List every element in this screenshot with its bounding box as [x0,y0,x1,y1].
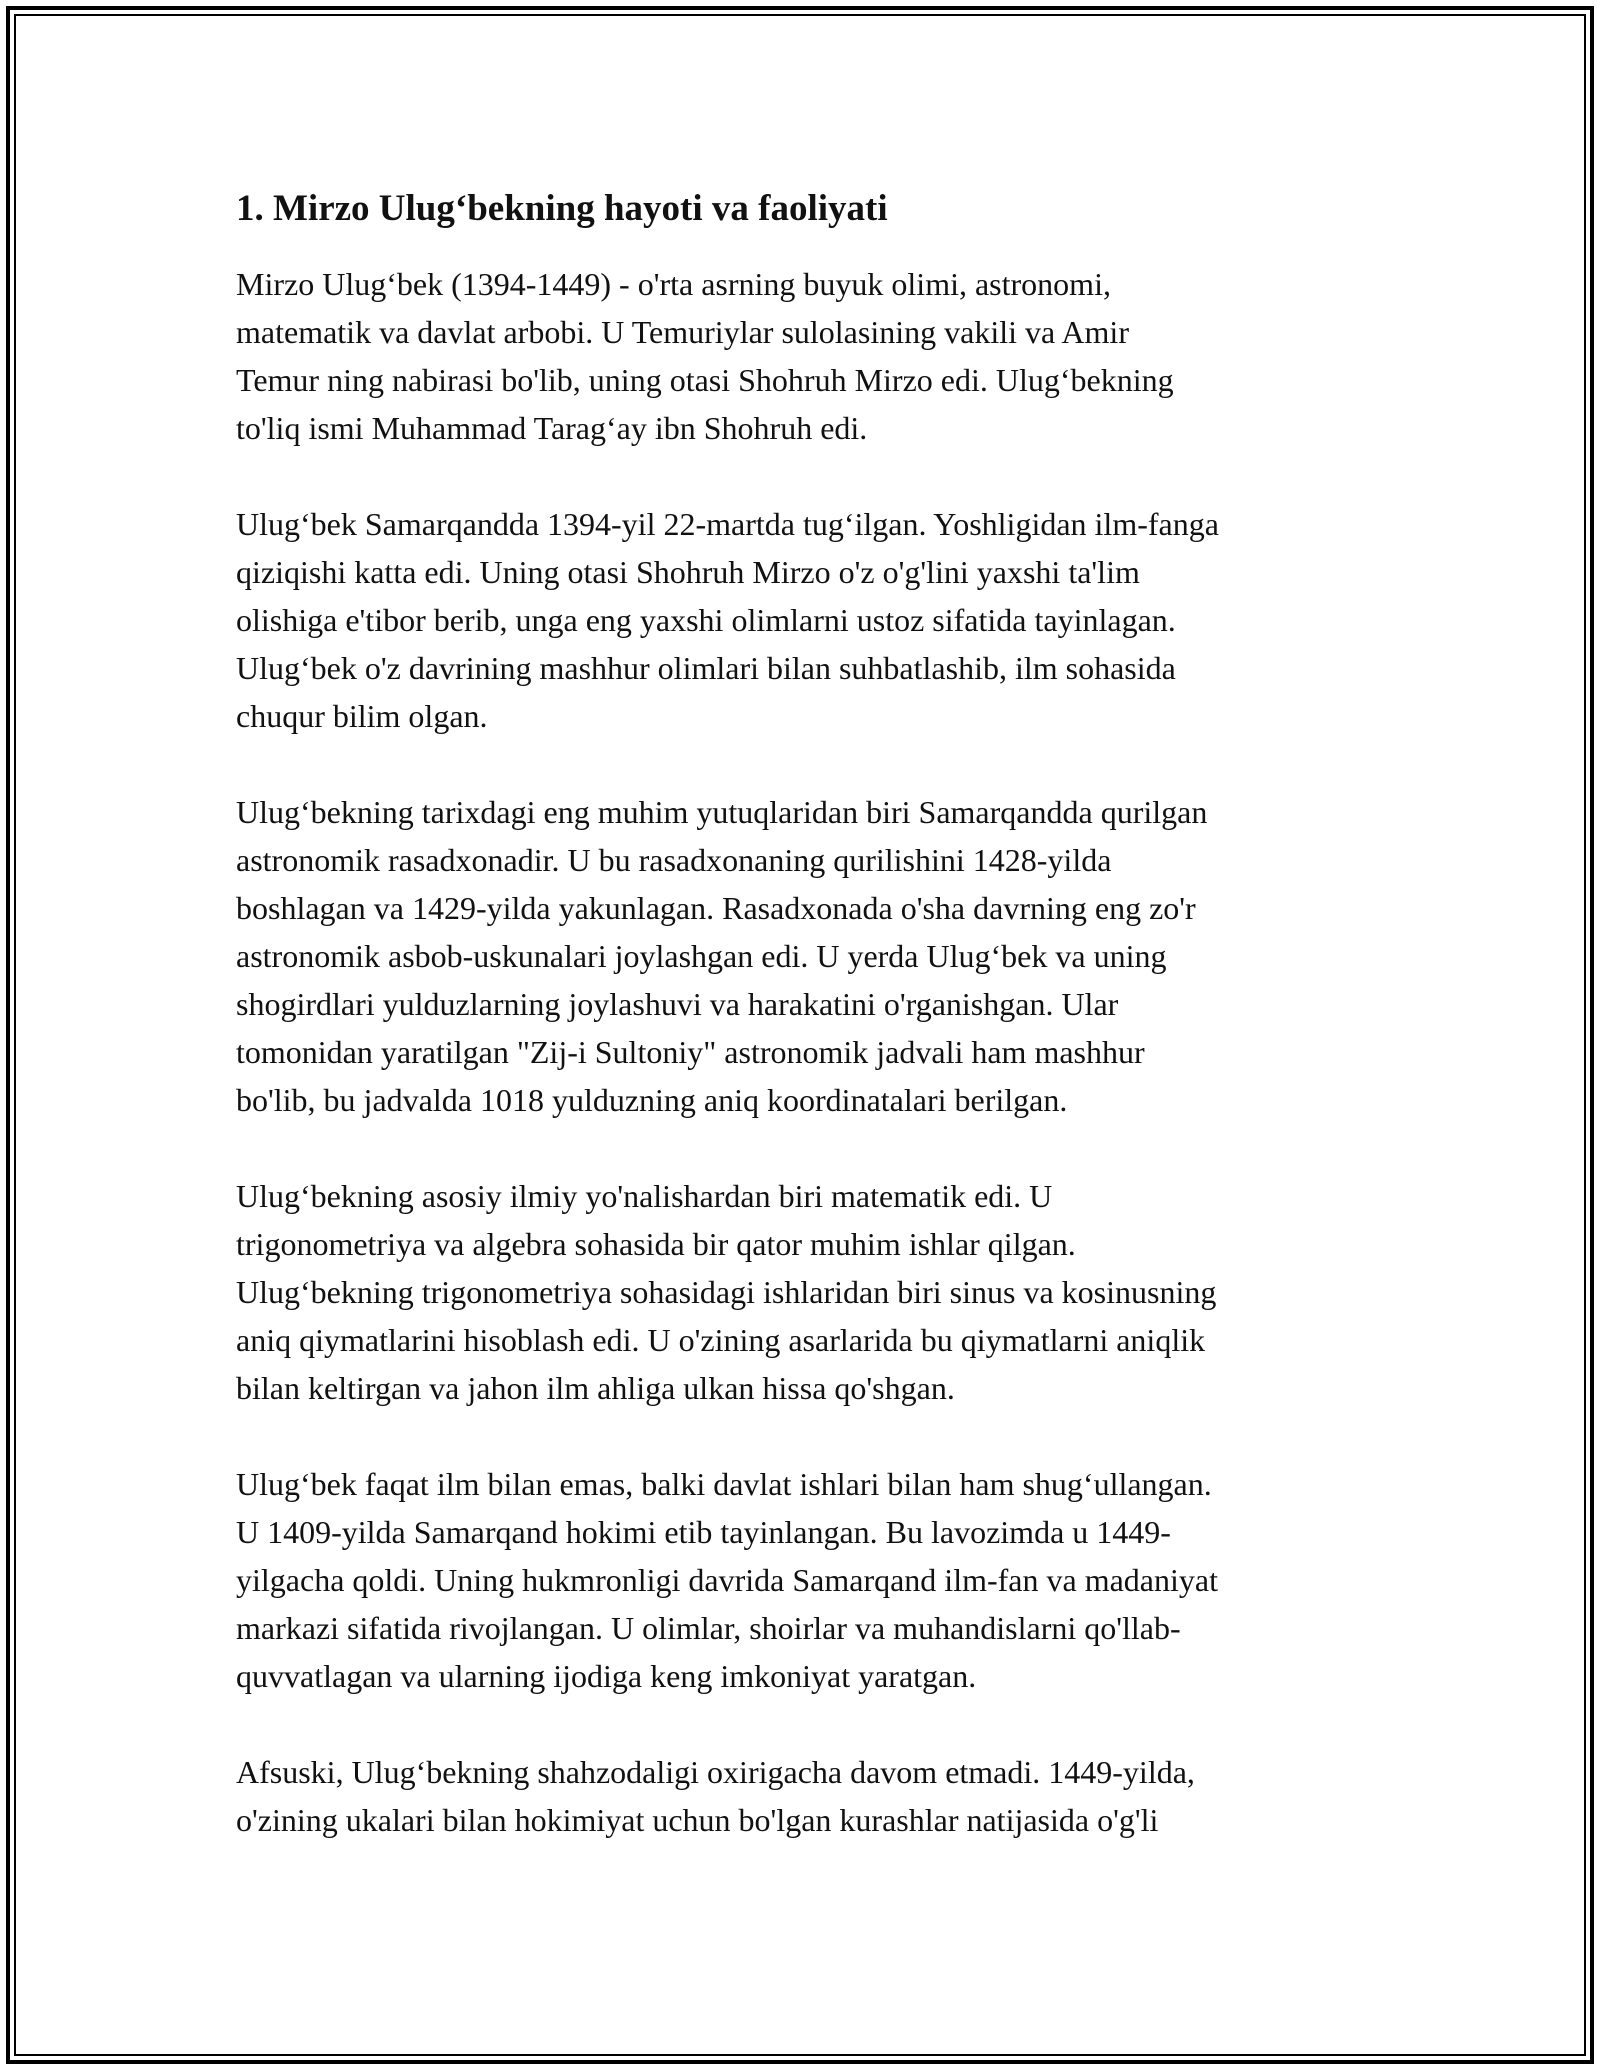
text-line: olishiga e'tibor berib, unga eng yaxshi olimlarni ustoz sifatida tayinlagan. [236,602,1176,638]
paragraph-final-years [236,1748,1366,1844]
paragraph-statecraft [236,1460,1366,1700]
text-line: bilan keltirgan va jahon ilm ahliga ulkan hissa qo'shgan. [236,1370,955,1406]
text-line: chuqur bilim olgan. [236,698,488,734]
text-line: to'liq ismi Muhammad Tarag‘ay ibn Shohruh edi. [236,410,868,446]
text-line: trigonometriya va algebra sohasida bir qator muhim ishlar qilgan. [236,1226,1076,1262]
text-line: Mirzo Ulug‘bek (1394-1449) - o'rta asrning buyuk olimi, astronomi, [236,266,1111,302]
text-line: Ulug‘bekning trigonometriya sohasidagi ishlaridan biri sinus va kosinusning [236,1274,1217,1310]
text-line: Temur ning nabirasi bo'lib, uning otasi Shohruh Mirzo edi. Ulug‘bekning [236,362,1174,398]
text-line: boshlagan va 1429-yilda yakunlagan. Rasadxonada o'sha davrning eng zo'r [236,890,1196,926]
text-line: shogirdlari yulduzlarning joylashuvi va harakatini o'rganishgan. Ular [236,986,1119,1022]
text-line: aniq qiymatlarini hisoblash edi. U o'zining asarlarida bu qiymatlarni aniqlik [236,1322,1206,1358]
paragraph-mathematics [236,1172,1366,1412]
text-line: Ulug‘bekning asosiy ilmiy yo'nalishardan biri matematik edi. U [236,1178,1053,1214]
text-line: matematik va davlat arbobi. U Temuriylar sulolasining vakili va Amir [236,314,1129,350]
text-line: Ulug‘bek Samarqandda 1394-yil 22-martda tug‘ilgan. Yoshligidan ilm-fanga [236,506,1219,542]
paragraph-observatory [236,788,1366,1124]
text-line: tomonidan yaratilgan "Zij-i Sultoniy" astronomik jadvali ham mashhur [236,1034,1145,1070]
document-body [236,186,1366,1892]
text-line: Afsuski, Ulug‘bekning shahzodaligi oxirigacha davom etmadi. 1449-yilda, [236,1754,1195,1790]
paragraph-childhood [236,500,1366,740]
section-heading: 1. Mirzo Ulug‘bekning hayoti va faoliyati [236,188,888,229]
text-line: astronomik rasadxonadir. U bu rasadxonaning qurilishini 1428-yilda [236,842,1112,878]
text-line: Ulug‘bek o'z davrining mashhur olimlari bilan suhbatlashib, ilm sohasida [236,650,1176,686]
text-line: markazi sifatida rivojlangan. U olimlar, shoirlar va muhandislarni qo'llab- [236,1610,1181,1646]
text-line: astronomik asbob-uskunalari joylashgan edi. U yerda Ulug‘bek va uning [236,938,1167,974]
paragraph-intro [236,260,1366,452]
text-line: quvvatlagan va ularning ijodiga keng imkoniyat yaratgan. [236,1658,977,1694]
text-line: o'zining ukalari bilan hokimiyat uchun bo'lgan kurashlar natijasida o'g'li [236,1802,1159,1838]
text-line: yilgacha qoldi. Uning hukmronligi davrida Samarqand ilm-fan va madaniyat [236,1562,1218,1598]
text-line: U 1409-yilda Samarqand hokimi etib tayinlangan. Bu lavozimda u 1449- [236,1514,1171,1550]
text-line: Ulug‘bekning tarixdagi eng muhim yutuqlaridan biri Samarqandda qurilgan [236,794,1208,830]
text-line: Ulug‘bek faqat ilm bilan emas, balki davlat ishlari bilan ham shug‘ullangan. [236,1466,1212,1502]
text-line: qiziqishi katta edi. Uning otasi Shohruh Mirzo o'z o'g'lini yaxshi ta'lim [236,554,1140,590]
text-line: bo'lib, bu jadvalda 1018 yulduzning aniq koordinatalari berilgan. [236,1082,1068,1118]
